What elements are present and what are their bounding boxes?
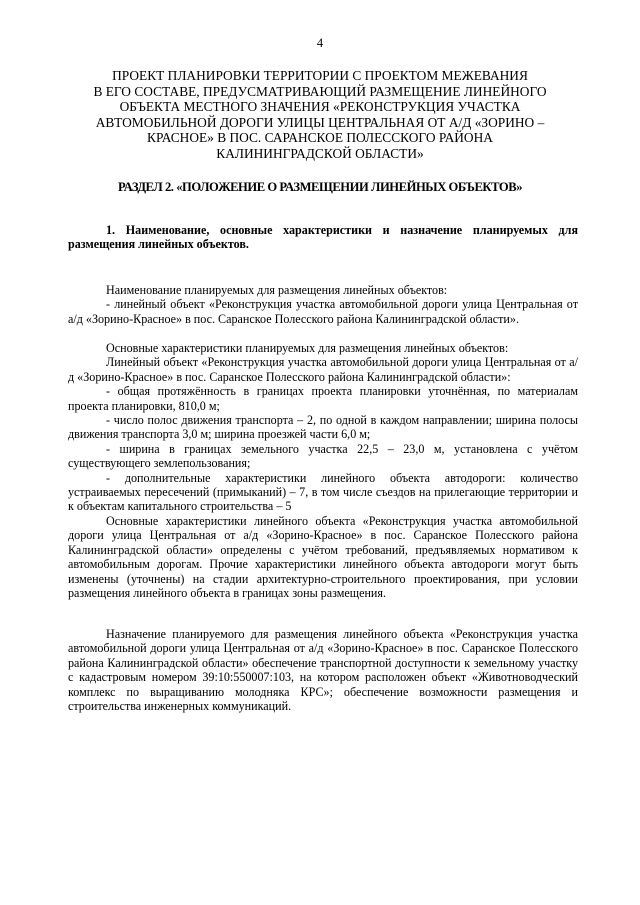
list-item: - ширина в границах земельного участка 22,5 – 23,0 м, установлена с учётом существующего землепользования;: [68, 441, 578, 471]
block-characteristics: [68, 341, 578, 600]
heading-1-number: 1.: [106, 223, 116, 237]
document-title: [80, 68, 560, 162]
title-line: КРАСНОЕ» В ПОС. САРАНСКОЕ ПОЛЕССКОГО РАЙОНА: [147, 130, 493, 146]
list-item: - линейный объект «Реконструкция участка автомобильной дороги улица Центральная от а/д «Зорино-Красное» в пос. Саранское Полесского района Калининградской области».: [68, 297, 578, 326]
heading-1-text: Наименование, основные характеристики и назначение планируемых для размещения линейных объектов.: [68, 223, 578, 252]
title-line: КАЛИНИНГРАДСКОЙ ОБЛАСТИ»: [216, 145, 424, 161]
title-line: ОБЪЕКТА МЕСТНОГО ЗНАЧЕНИЯ «РЕКОНСТРУКЦИЯ УЧАСТКА: [119, 99, 521, 115]
paragraph: Линейный объект «Реконструкция участка автомобильной дороги улица Центральная от а/д «Зорино-Красное» в пос. Саранское Полесского района Калининградской области»:: [68, 355, 578, 384]
paragraph: Назначение планируемого для размещения линейного объекта «Реконструкция участка автомобильной дороги улица Центральная от а/д «Зорино-Красное» в пос. Саранское Полесского района Калининградской области» обеспечение транспортной доступности к земельному участку с кадастровым номером 39:10:550007:103, на котором расположен объект «Животноводческий комплекс по выращиванию молодняка КРС»; обеспечение возможности размещения и строительства инженерных коммуникаций.: [68, 627, 578, 714]
title-line: В ЕГО СОСТАВЕ, ПРЕДУСМАТРИВАЮЩИЙ РАЗМЕЩЕНИЕ ЛИНЕЙНОГО: [93, 83, 547, 99]
block-purpose: [68, 627, 578, 713]
heading-1: [68, 223, 578, 252]
list-item: - общая протяжённость в границах проекта планировки уточнённая, по материалам проекта планировки, 810,0 м;: [68, 384, 578, 413]
block-names: [68, 283, 578, 326]
paragraph: Наименование планируемых для размещения линейных объектов:: [106, 283, 448, 297]
paragraph: Основные характеристики планируемых для размещения линейных объектов:: [106, 341, 509, 355]
section-heading: РАЗДЕЛ 2. «ПОЛОЖЕНИЕ О РАЗМЕЩЕНИИ ЛИНЕЙНЫХ ОБЪЕКТОВ»: [117, 180, 523, 194]
page-number: 4: [316, 36, 324, 50]
paragraph: Основные характеристики линейного объекта «Реконструкция участка автомобильной дороги улица Центральная от а/д «Зорино-Красное» в пос. Саранское Полесского района Калининградской области» определены с учётом требований, предъявляемых нормативом к автомобильным дорогам. Прочие характеристики линейного объекта автодороги могут быть изменены (уточнены) на стадии архитектурно-строительного проектирования, при условии размещения линейного объекта в границах зоны размещения.: [68, 513, 578, 600]
title-line: АВТОМОБИЛЬНОЙ ДОРОГИ УЛИЦЫ ЦЕНТРАЛЬНАЯ ОТ А/Д «ЗОРИНО –: [95, 114, 545, 130]
list-item: - дополнительные характеристики линейного объекта автодороги: количество устраиваемых пересечений (примыканий) – 7, в том числе съездов на прилегающие территории и к объектам капитального строительства – 5: [68, 470, 578, 514]
title-line: ПРОЕКТ ПЛАНИРОВКИ ТЕРРИТОРИИ С ПРОЕКТОМ МЕЖЕВАНИЯ: [112, 68, 528, 83]
list-item: - число полос движения транспорта – 2, по одной в каждом направлении; ширина полосы движения транспорта 3,0 м; ширина проезжей части 6,0 м;: [68, 413, 578, 442]
